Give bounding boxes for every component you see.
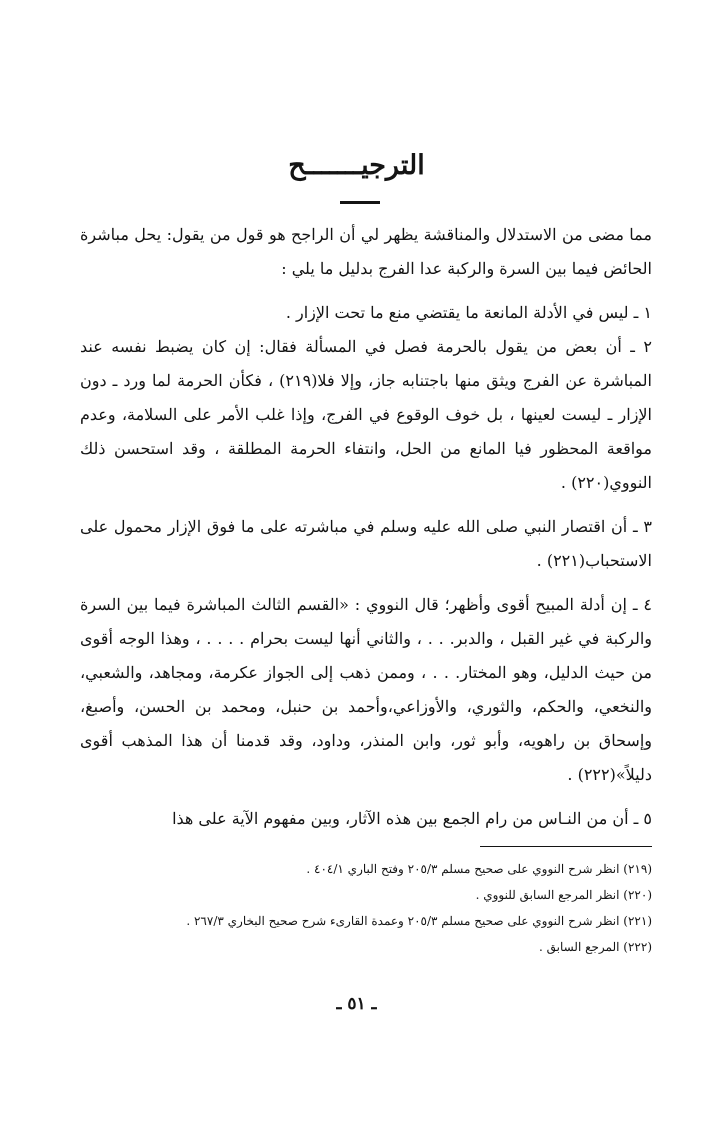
title-underline: [340, 201, 380, 204]
point-3-paragraph: ٣ ـ أن اقتصار النبي صلى الله عليه وسلم في مباشرته على ما فوق الإزار محمول على الاستحباب(٢٢١) .: [80, 517, 652, 570]
footnote-220: (٢٢٠) انظر المرجع السابق للنووي .: [475, 888, 652, 902]
footnotes: [100, 856, 652, 960]
section-title: الترجيـــــــح: [288, 150, 425, 181]
footnote-219: (٢١٩) انظر شرح النووي على صحيح مسلم ٢٠٥/٣ وفتح الباري ٤٠٤/١ .: [306, 862, 652, 876]
page-number: ـ ٥١ ـ: [336, 994, 377, 1014]
point-4-paragraph: ٤ ـ إن أدلة المبيح أقوى وأظهر؛ قال النووي : «القسم الثالث المباشرة فيما بين السرة والركبة في غير القبل ، والدبر. . . ، والثاني أنها ليست بحرام . . . . ، وهذا الوجه أقوى من حيث الدليل، وهو المختار. . . ، وممن ذهب إلى الجواز عكرمة، ومجاهد، والشعبي، والنخعي، والحكم، والثوري، والأوزاعي،وأحمد بن حنبل، ومحمد بن الحسن، وأصبغ، وإسحاق بن راهويه، وأبو ثور، وابن المنذر، وداود، وقد قدمنا أن هذا المذهب أقوى دليلاً»(٢٢٢) .: [80, 595, 653, 784]
intro-paragraph: مما مضى من الاستدلال والمناقشة يظهر لي أن الراجح هو قول من يقول: يحل مباشرة الحائض فيما بين السرة والركبة عدا الفرج بدليل ما يلي :: [80, 225, 652, 278]
footnote-divider: [480, 846, 652, 847]
footnote-221: (٢٢١) انظر شرح النووي على صحيح مسلم ٢٠٥/٣ وعمدة القارىء شرح صحيح البخاري ٢٦٧/٣ .: [186, 914, 652, 928]
footnote-222: (٢٢٢) المرجع السابق .: [538, 940, 652, 954]
body-text: [80, 218, 652, 846]
point-2-paragraph: ٢ ـ أن بعض من يقول بالحرمة فصل في المسألة فقال: إن كان يضبط نفسه عند المباشرة عن الفرج ويثق منها باجتنابه جاز، وإلا فلا(٢١٩) ، فكأن الحرمة لما ورد ـ دون الإزار ـ ليست لعينها ، بل خوف الوقوع في الفرج، وإذا غلب الأمر على السلامة، وعدم مواقعة المحظور فيا المانع من الحل، وانتفاء الحرمة المطلقة ، وقد استحسن ذلك النووي(٢٢٠) .: [80, 337, 653, 492]
point-1-paragraph: ١ ـ ليس في الأدلة المانعة ما يقتضي منع ما تحت الإزار .: [285, 303, 652, 322]
point-5-paragraph: ٥ ـ أن من النـاس من رام الجمع بين هذه الآثار، وبين مفهوم الآية على هذا: [172, 809, 652, 828]
